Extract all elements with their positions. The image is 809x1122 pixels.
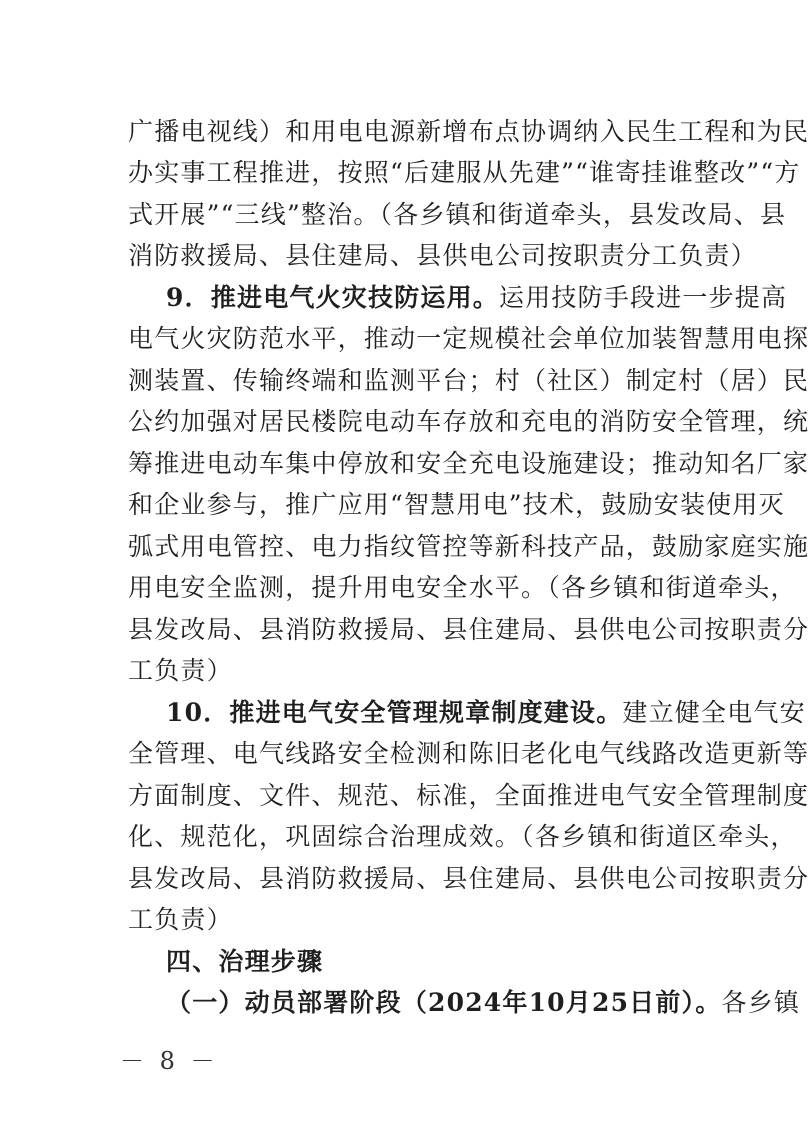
text-line: 县发改局、县消防救援局、县住建局、县供电公司按职责分 [128, 615, 809, 644]
page-number: － 8 － [120, 1047, 219, 1075]
text-line: 测装置、传输终端和监测平台；村（社区）制定村（居）民 [128, 366, 809, 395]
text-line: 化、规范化，巩固综合治理成效。（各乡镇和街道区牵头， [128, 822, 797, 851]
text-line: 式开展”“三线”整治。（各乡镇和街道牵头，县发改局、县 [128, 200, 787, 229]
text-line: 消防救援局、县住建局、县供电公司按职责分工负责） [128, 241, 757, 270]
item-10-first-line [166, 694, 806, 732]
section-heading: 四、治理步骤 [166, 947, 324, 976]
stage-1-text: 各乡镇 [721, 988, 801, 1017]
item-9-title: 9．推进电气火灾技防运用。 [166, 283, 499, 312]
text-line: 广播电视线）和用电电源新增布点协调纳入民生工程和为民 [128, 117, 809, 146]
text-line: 用电安全监测，提升用电安全水平。（各乡镇和街道牵头， [128, 573, 797, 602]
item-10-title: 10．推进电气安全管理规章制度建设。 [166, 698, 623, 727]
text-line: 和企业参与，推广应用“智慧用电”技术，鼓励安装使用灭 [128, 490, 785, 519]
text-line: 弧式用电管控、电力指纹管控等新科技产品，鼓励家庭实施 [128, 532, 809, 561]
stage-1-line [166, 984, 801, 1022]
text-line: 全管理、电气线路安全检测和陈旧老化电气线路改造更新等 [128, 739, 809, 768]
item-9-first-line [166, 279, 788, 317]
item-10-text: 建立健全电气安 [622, 698, 806, 727]
text-line: 县发改局、县消防救援局、县住建局、县供电公司按职责分 [128, 864, 809, 893]
text-line: 方面制度、文件、规范、标准，全面推进电气安全管理制度 [128, 781, 809, 810]
text-line: 工负责） [128, 905, 233, 934]
text-line: 电气火灾防范水平，推动一定规模社会单位加装智慧用电探 [128, 324, 809, 353]
text-line: 公约加强对居民楼院电动车存放和充电的消防安全管理，统 [128, 407, 809, 436]
item-9-text: 运用技防手段进一步提高 [499, 283, 788, 312]
stage-1-title: （一）动员部署阶段（2024年10月25日前）。 [166, 988, 722, 1017]
text-line: 筹推进电动车集中停放和安全充电设施建设；推动知名厂家 [128, 449, 809, 478]
text-line: 工负责） [128, 656, 233, 685]
text-line: 办实事工程推进，按照“后建服从先建”“谁寄挂谁整改”“方 [128, 158, 801, 187]
